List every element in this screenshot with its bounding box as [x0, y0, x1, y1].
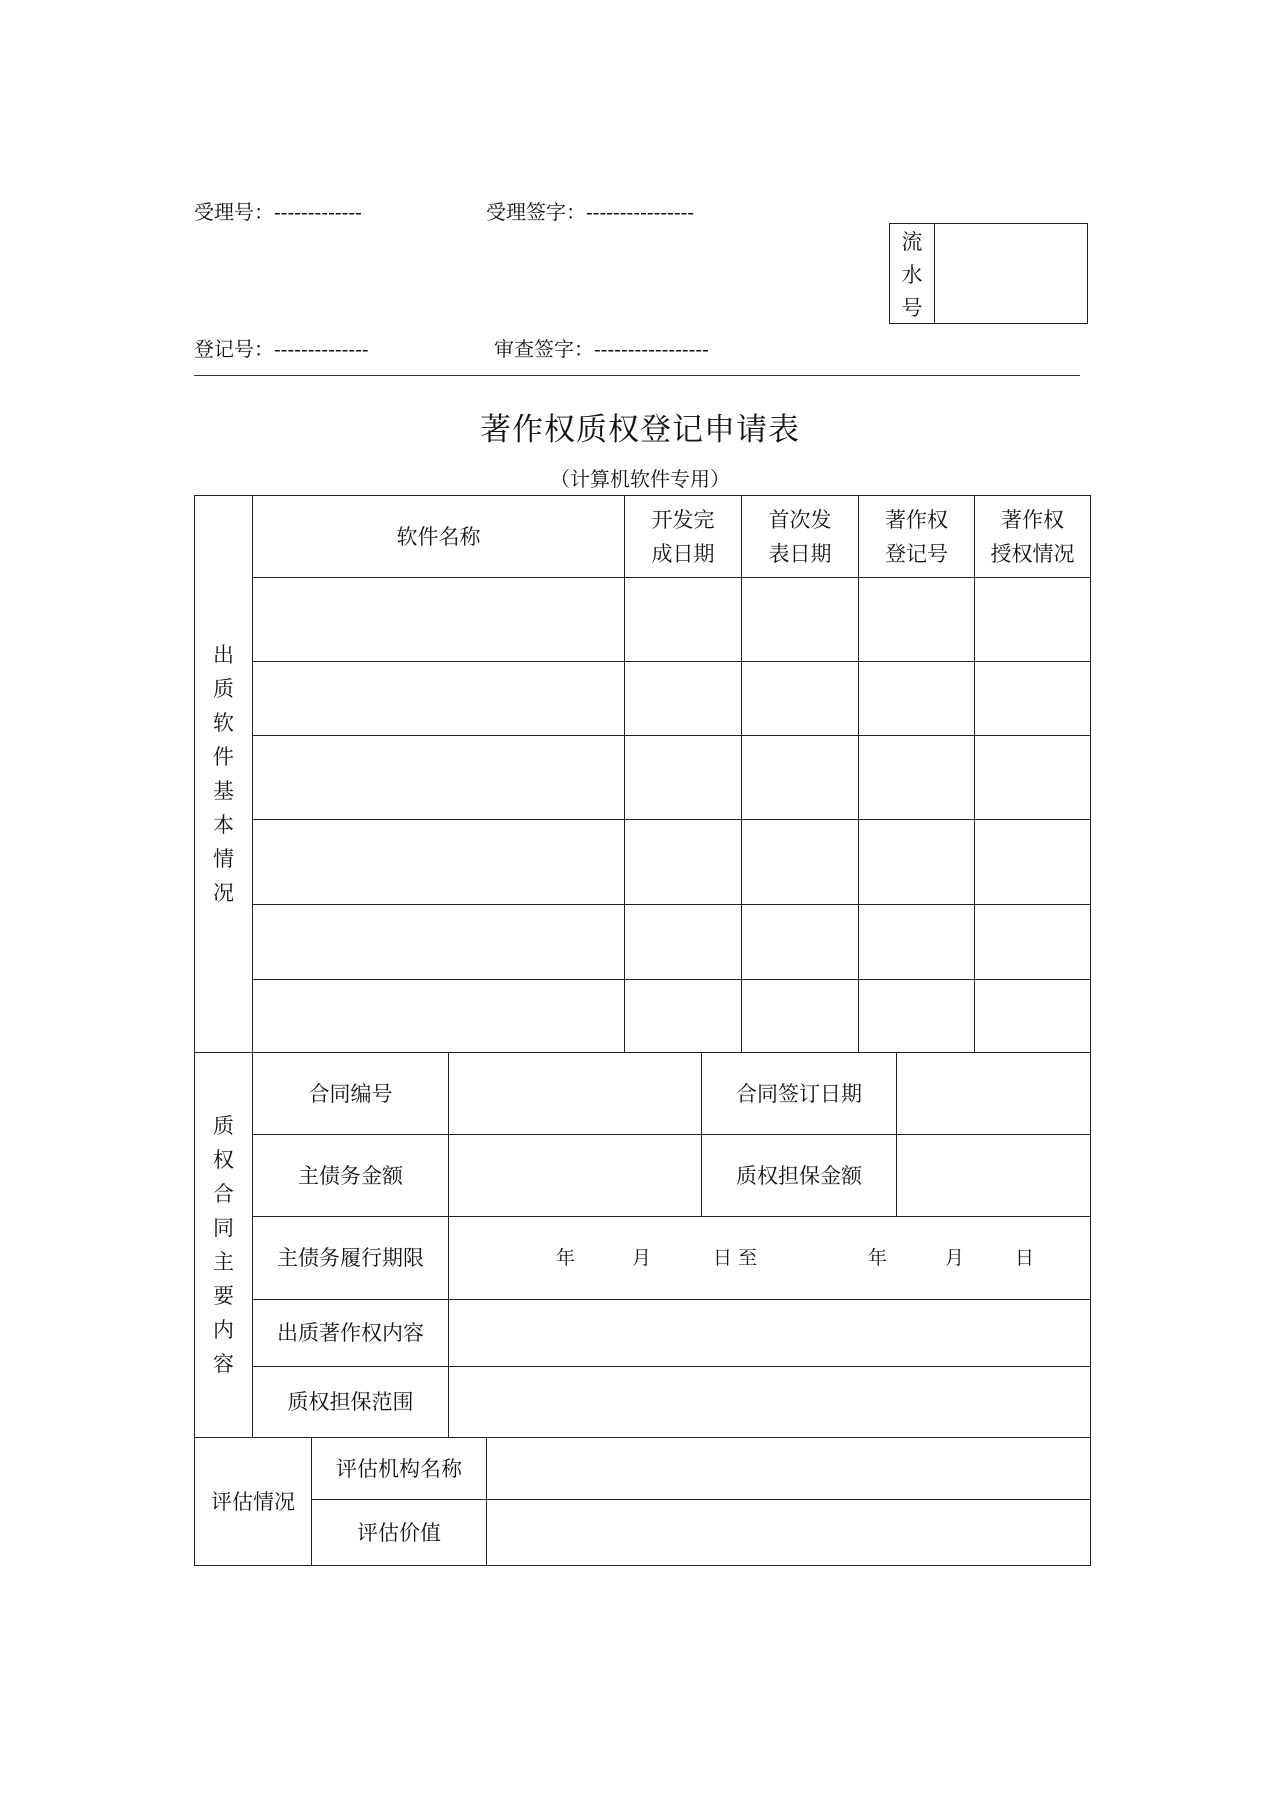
guarantee-amount-label: 质权担保金额 — [702, 1135, 897, 1217]
acceptance-signature-value: ---------------- — [586, 200, 695, 224]
publication-date-cell[interactable] — [742, 662, 859, 736]
column-software-name: 软件名称 — [253, 496, 625, 578]
software-name-cell[interactable] — [253, 736, 625, 820]
software-name-cell[interactable] — [253, 662, 625, 736]
form-subtitle: （计算机软件专用） — [550, 467, 730, 491]
software-info-table — [194, 495, 1091, 1053]
registration-number-label: 登记号： — [194, 337, 274, 361]
acceptance-signature — [486, 196, 694, 225]
form-title: 著作权质权登记申请表 — [480, 412, 800, 448]
completion-date-cell[interactable] — [625, 820, 742, 905]
contract-number-field[interactable] — [449, 1053, 702, 1135]
license-status-cell[interactable] — [975, 820, 1091, 905]
registration-number-value: -------------- — [274, 337, 369, 361]
table-row — [195, 820, 1091, 905]
column-copyright-license-status: 著作权 授权情况 — [975, 496, 1091, 578]
completion-date-cell[interactable] — [625, 905, 742, 980]
software-name-cell[interactable] — [253, 578, 625, 662]
publication-date-cell[interactable] — [742, 736, 859, 820]
agency-name-field[interactable] — [487, 1438, 1091, 1500]
registration-number — [194, 333, 369, 362]
guarantee-amount-field[interactable] — [897, 1135, 1091, 1217]
table-row — [195, 980, 1091, 1053]
software-name-cell[interactable] — [253, 820, 625, 905]
completion-date-cell[interactable] — [625, 736, 742, 820]
acceptance-number-label: 受理号： — [194, 200, 274, 224]
header-divider — [194, 375, 1080, 376]
license-status-cell[interactable] — [975, 662, 1091, 736]
registration-number-cell[interactable] — [859, 662, 975, 736]
assessed-value-field[interactable] — [487, 1500, 1091, 1566]
assessment-table — [194, 1437, 1091, 1566]
pledge-contract-table — [194, 1052, 1091, 1438]
publication-date-cell[interactable] — [742, 905, 859, 980]
pledged-content-field[interactable] — [449, 1300, 1091, 1367]
completion-date-cell[interactable] — [625, 980, 742, 1053]
software-name-cell[interactable] — [253, 905, 625, 980]
term-month-end: 月 — [945, 1247, 965, 1269]
license-status-cell[interactable] — [975, 905, 1091, 980]
table-row — [195, 578, 1091, 662]
review-signature-label: 审查签字： — [494, 337, 594, 361]
license-status-cell[interactable] — [975, 578, 1091, 662]
acceptance-number-value: ------------- — [274, 200, 362, 224]
contract-date-field[interactable] — [897, 1053, 1091, 1135]
assessed-value-label: 评估价值 — [312, 1500, 487, 1566]
column-first-publication-date: 首次发 表日期 — [742, 496, 859, 578]
term-year-start: 年 — [556, 1247, 576, 1269]
column-completion-date: 开发完 成日期 — [625, 496, 742, 578]
registration-number-cell[interactable] — [859, 736, 975, 820]
registration-number-cell[interactable] — [859, 980, 975, 1053]
license-status-cell[interactable] — [975, 980, 1091, 1053]
serial-number-box — [889, 223, 1088, 324]
contract-date-label: 合同签订日期 — [702, 1053, 897, 1135]
registration-number-cell[interactable] — [859, 905, 975, 980]
table-row — [195, 905, 1091, 980]
contract-number-label: 合同编号 — [253, 1053, 449, 1135]
section-software-label: 出 质 软 件 基 本 情 况 — [195, 496, 253, 1053]
term-year-end: 年 — [868, 1247, 888, 1269]
guarantee-scope-field[interactable] — [449, 1367, 1091, 1438]
acceptance-number — [194, 196, 362, 225]
completion-date-cell[interactable] — [625, 662, 742, 736]
guarantee-scope-label: 质权担保范围 — [253, 1367, 449, 1438]
registration-number-cell[interactable] — [859, 578, 975, 662]
license-status-cell[interactable] — [975, 736, 1091, 820]
agency-name-label: 评估机构名称 — [312, 1438, 487, 1500]
pledged-content-label: 出质著作权内容 — [253, 1300, 449, 1367]
debt-amount-label: 主债务金额 — [253, 1135, 449, 1217]
publication-date-cell[interactable] — [742, 980, 859, 1053]
term-month-start: 月 — [632, 1247, 652, 1269]
acceptance-signature-label: 受理签字： — [486, 200, 586, 224]
column-copyright-registration-number: 著作权 登记号 — [859, 496, 975, 578]
serial-number-label: 流 水 号 — [890, 224, 935, 323]
publication-date-cell[interactable] — [742, 820, 859, 905]
section-contract-label: 质 权 合 同 主 要 内 容 — [195, 1053, 253, 1438]
table-row — [195, 662, 1091, 736]
review-signature — [494, 333, 709, 362]
debt-term-field[interactable] — [449, 1217, 1091, 1300]
section-assessment-label: 评估情况 — [195, 1438, 312, 1566]
debt-amount-field[interactable] — [449, 1135, 702, 1217]
completion-date-cell[interactable] — [625, 578, 742, 662]
review-signature-value: ----------------- — [594, 337, 709, 361]
table-row — [195, 736, 1091, 820]
debt-term-label: 主债务履行期限 — [253, 1217, 449, 1300]
registration-number-cell[interactable] — [859, 820, 975, 905]
term-day-end: 日 — [1015, 1247, 1035, 1269]
term-day-to: 日 至 — [713, 1247, 758, 1269]
software-name-cell[interactable] — [253, 980, 625, 1053]
publication-date-cell[interactable] — [742, 578, 859, 662]
